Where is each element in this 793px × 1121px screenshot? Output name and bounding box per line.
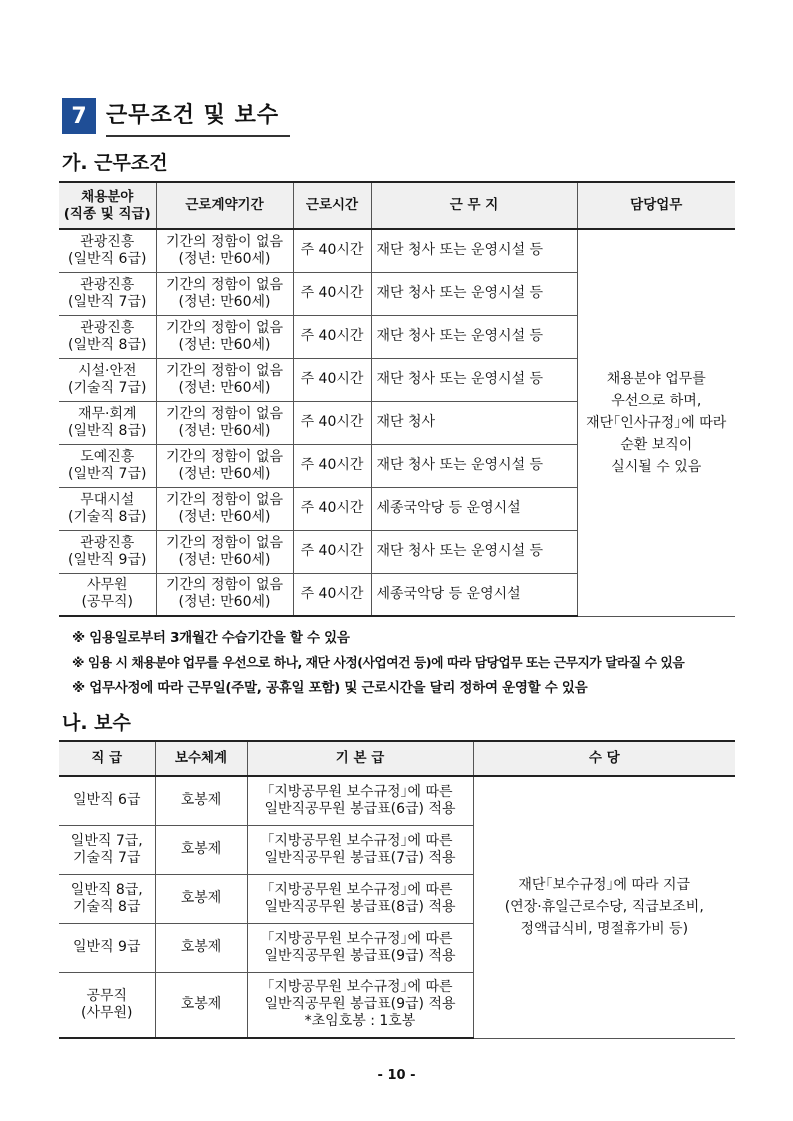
hours-cell: 주 40시간 [293, 444, 371, 487]
page-number: - 10 - [377, 1068, 416, 1083]
table-row [59, 229, 735, 272]
base-cell: ｢지방공무원 보수규정｣에 따른 일반직공무원 봉급표(9급) 적용 *초임호봉 : 1호봉 [247, 972, 473, 1038]
pay-table [59, 740, 735, 1039]
system-cell: 호봉제 [155, 923, 247, 972]
header-duty: 담당업무 [577, 182, 735, 229]
hours-cell: 주 40시간 [293, 573, 371, 616]
table-row [59, 776, 735, 825]
location-cell: 재단 청사 또는 운영시설 등 [371, 444, 577, 487]
allowance-cell: 재단｢보수규정｣에 따라 지급 (연장·휴일근로수당, 직급보조비, 정액급식비, 명절휴가비 등) [473, 776, 735, 1038]
base-cell: ｢지방공무원 보수규정｣에 따른 일반직공무원 봉급표(6급) 적용 [247, 776, 473, 825]
location-cell: 재단 청사 또는 운영시설 등 [371, 315, 577, 358]
hours-cell: 주 40시간 [293, 530, 371, 573]
duty-cell: 채용분야 업무를 우선으로 하며, 재단｢인사규정｣에 따라 순환 보직이 실시될 수 있음 [577, 229, 735, 616]
section-title: 근무조건 및 보수 [106, 103, 280, 128]
pay-title: 나. 보수 [62, 712, 131, 734]
contract-cell: 기간의 정함이 없음 (정년: 만60세) [156, 530, 293, 573]
conditions-notes [72, 626, 752, 701]
header-system: 보수체계 [155, 741, 247, 776]
section-number-badge: 7 [62, 98, 96, 134]
header-allowance: 수 당 [473, 741, 735, 776]
grade-cell: 공무직 (사무원) [59, 972, 155, 1038]
field-cell: 사무원 (공무직) [59, 573, 156, 616]
hours-cell: 주 40시간 [293, 358, 371, 401]
header-hours: 근로시간 [293, 182, 371, 229]
location-cell: 세종국악당 등 운영시설 [371, 573, 577, 616]
system-cell: 호봉제 [155, 972, 247, 1038]
header-field: 채용분야 (직종 및 직급) [59, 182, 156, 229]
contract-cell: 기간의 정함이 없음 (정년: 만60세) [156, 444, 293, 487]
hours-cell: 주 40시간 [293, 229, 371, 272]
field-cell: 재무·회계 (일반직 8급) [59, 401, 156, 444]
hours-cell: 주 40시간 [293, 272, 371, 315]
grade-cell: 일반직 9급 [59, 923, 155, 972]
conditions-table [59, 181, 735, 617]
base-cell: ｢지방공무원 보수규정｣에 따른 일반직공무원 봉급표(9급) 적용 [247, 923, 473, 972]
location-cell: 세종국악당 등 운영시설 [371, 487, 577, 530]
field-cell: 관광진흥 (일반직 8급) [59, 315, 156, 358]
hours-cell: 주 40시간 [293, 487, 371, 530]
base-cell: ｢지방공무원 보수규정｣에 따른 일반직공무원 봉급표(7급) 적용 [247, 825, 473, 874]
grade-cell: 일반직 6급 [59, 776, 155, 825]
note-assignment: ※ 임용 시 채용분야 업무를 우선으로 하나, 재단 사정(사업여건 등)에 따라 담당업무 또는 근무지가 달라질 수 있음 [72, 656, 685, 671]
field-cell: 도예진흥 (일반직 7급) [59, 444, 156, 487]
hours-cell: 주 40시간 [293, 401, 371, 444]
contract-cell: 기간의 정함이 없음 (정년: 만60세) [156, 272, 293, 315]
field-cell: 관광진흥 (일반직 6급) [59, 229, 156, 272]
location-cell: 재단 청사 또는 운영시설 등 [371, 358, 577, 401]
location-cell: 재단 청사 또는 운영시설 등 [371, 530, 577, 573]
system-cell: 호봉제 [155, 825, 247, 874]
note-probation: ※ 임용일로부터 3개월간 수습기간을 할 수 있음 [72, 630, 350, 646]
field-cell: 무대시설 (기술직 8급) [59, 487, 156, 530]
field-cell: 관광진흥 (일반직 7급) [59, 272, 156, 315]
location-cell: 재단 청사 또는 운영시설 등 [371, 229, 577, 272]
section-heading [62, 98, 290, 136]
field-cell: 시설·안전 (기술직 7급) [59, 358, 156, 401]
header-grade: 직 급 [59, 741, 155, 776]
contract-cell: 기간의 정함이 없음 (정년: 만60세) [156, 573, 293, 616]
base-cell: ｢지방공무원 보수규정｣에 따른 일반직공무원 봉급표(8급) 적용 [247, 874, 473, 923]
grade-cell: 일반직 7급, 기술직 7급 [59, 825, 155, 874]
note-workdays: ※ 업무사정에 따라 근무일(주말, 공휴일 포함) 및 근로시간을 달리 정하여 운영할 수 있음 [72, 680, 588, 696]
header-location: 근 무 지 [371, 182, 577, 229]
system-cell: 호봉제 [155, 874, 247, 923]
contract-cell: 기간의 정함이 없음 (정년: 만60세) [156, 358, 293, 401]
contract-cell: 기간의 정함이 없음 (정년: 만60세) [156, 229, 293, 272]
contract-cell: 기간의 정함이 없음 (정년: 만60세) [156, 315, 293, 358]
contract-cell: 기간의 정함이 없음 (정년: 만60세) [156, 487, 293, 530]
contract-cell: 기간의 정함이 없음 (정년: 만60세) [156, 401, 293, 444]
header-contract: 근로계약기간 [156, 182, 293, 229]
system-cell: 호봉제 [155, 776, 247, 825]
grade-cell: 일반직 8급, 기술직 8급 [59, 874, 155, 923]
header-base: 기 본 급 [247, 741, 473, 776]
location-cell: 재단 청사 [371, 401, 577, 444]
field-cell: 관광진흥 (일반직 9급) [59, 530, 156, 573]
location-cell: 재단 청사 또는 운영시설 등 [371, 272, 577, 315]
section-underline [106, 135, 290, 137]
hours-cell: 주 40시간 [293, 315, 371, 358]
conditions-title: 가. 근무조건 [62, 152, 168, 174]
